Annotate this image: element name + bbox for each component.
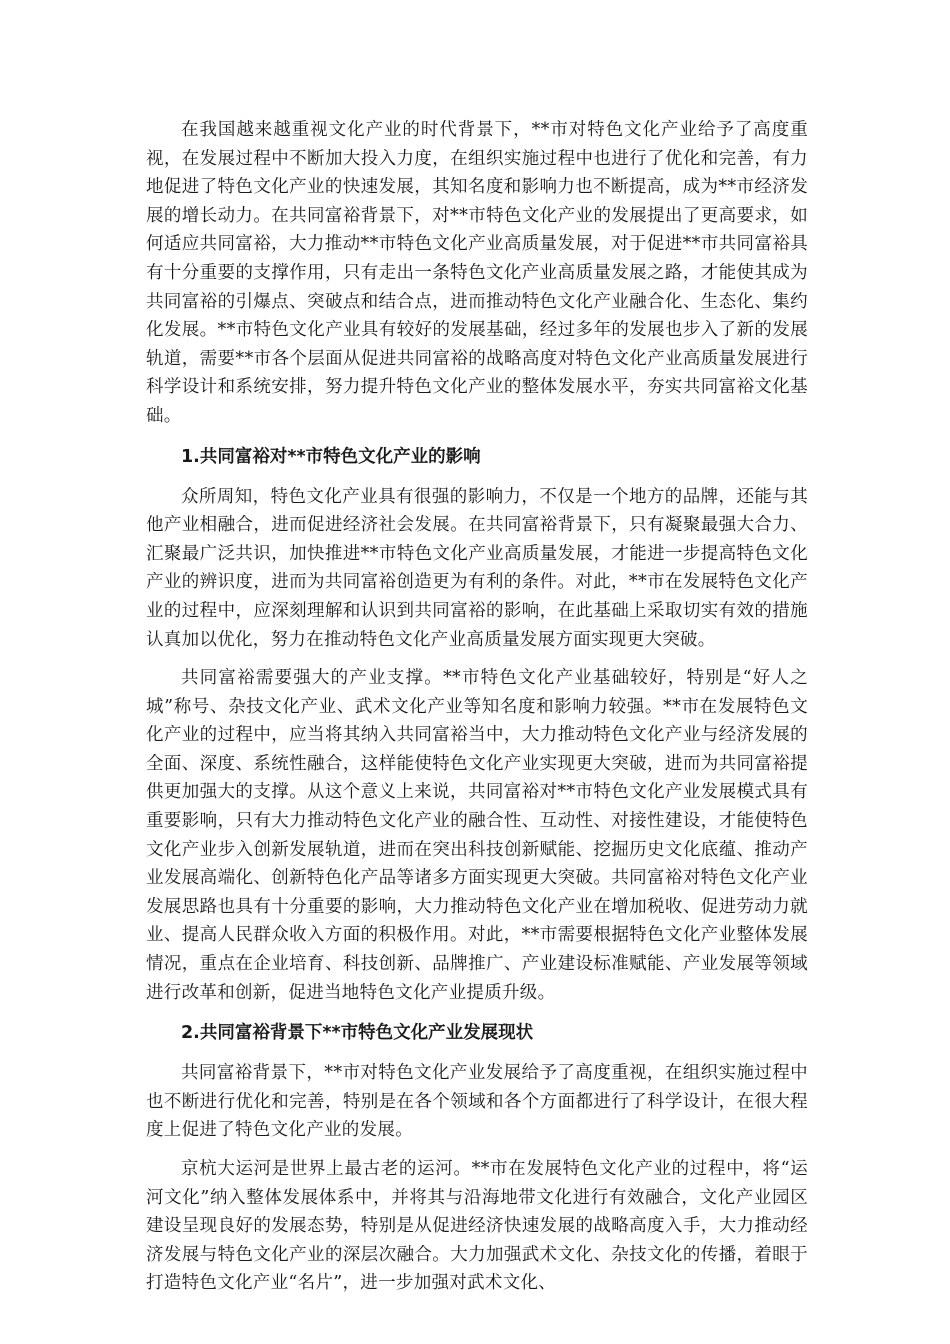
document-page: [146, 116, 808, 1308]
section-2-paragraph: 共同富裕背景下，**市对特色文化产业发展给予了高度重视，在组织实施过程中也不断进行优化和完善，特别是在各个领域和各个方面都进行了科学设计，在很大程度上促进了特色文化产业的发展。: [146, 1063, 808, 1141]
intro-paragraph: 在我国越来越重视文化产业的时代背景下，**市对特色文化产业给予了高度重视，在发展过程中不断加大投入力度，在组织实施过程中也进行了优化和完善，有力地促进了特色文化产业的快速发展，其知名度和影响力也不断提高，成为**市经济发展的增长动力。在共同富裕背景下，对**市特色文化产业的发展提出了更高要求，如何适应共同富裕，大力推动**市特色文化产业高质量发展，对于促进**市共同富裕具有十分重要的支撑作用，只有走出一条特色文化产业高质量发展之路，才能使其成为共同富裕的引爆点、突破点和结合点，进而推动特色文化产业融合化、生态化、集约化发展。**市特色文化产业具有较好的发展基础，经过多年的发展也步入了新的发展轨道，需要**市各个层面从促进共同富裕的战略高度对特色文化产业高质量发展进行科学设计和系统安排，努力提升特色文化产业的整体发展水平，夯实共同富裕文化基础。: [146, 120, 808, 426]
section-2-paragraph: 京杭大运河是世界上最古老的运河。**市在发展特色文化产业的过程中，将“运河文化”纳入整体发展体系中，并将其与沿海地带文化进行有效融合，文化产业园区建设呈现良好的发展态势，特别是从促进经济快速发展的战略高度入手，大力推动经济发展与特色文化产业的深层次融合。大力加强武术文化、杂技文化的传播，着眼于打造特色文化产业“名片”，进一步加强对武术文化、: [146, 1159, 808, 1294]
section-1-paragraph: 共同富裕需要强大的产业支撑。**市特色文化产业基础较好，特别是“好人之城”称号、杂技文化产业、武术文化产业等知名度和影响力较强。**市在发展特色文化产业的过程中，应当将其纳入共同富裕当中，大力推动特色文化产业与经济发展的全面、深度、系统性融合，这样能使特色文化产业实现更大突破，进而为共同富裕提供更加强大的支撑。从这个意义上来说，共同富裕对**市特色文化产业发展模式具有重要影响，只有大力推动特色文化产业的融合性、互动性、对接性建设，才能使特色文化产业步入创新发展轨道，进而在突出科技创新赋能、挖掘历史文化底蕴、推动产业发展高端化、创新特色化产品等诸多方面实现更大突破。共同富裕对特色文化产业发展思路也具有十分重要的影响，大力推动特色文化产业在增加税收、促进劳动力就业、提高人民群众收入方面的积极作用。对此，**市需要根据特色文化产业整体发展情况，重点在企业培育、科技创新、品牌推广、产业建设标准赋能、产业发展等领域进行改革和创新，促进当地特色文化产业提质升级。: [146, 668, 808, 1003]
section-2-heading: 2.共同富裕背景下**市特色文化产业发展现状: [181, 1023, 534, 1044]
section-1-heading: 1.共同富裕对**市特色文化产业的影响: [181, 446, 481, 467]
section-1-paragraph: 众所周知，特色文化产业具有很强的影响力，不仅是一个地方的品牌，还能与其他产业相融合，进而促进经济社会发展。在共同富裕背景下，只有凝聚最强大合力、汇聚最广泛共识，加快推进**市特色文化产业高质量发展，才能进一步提高特色文化产业的辨识度，进而为共同富裕创造更为有利的条件。对此，**市在发展特色文化产业的过程中，应深刻理解和认识到共同富裕的影响，在此基础上采取切实有效的措施认真加以优化，努力在推动特色文化产业高质量发展方面实现更大突破。: [146, 486, 808, 650]
